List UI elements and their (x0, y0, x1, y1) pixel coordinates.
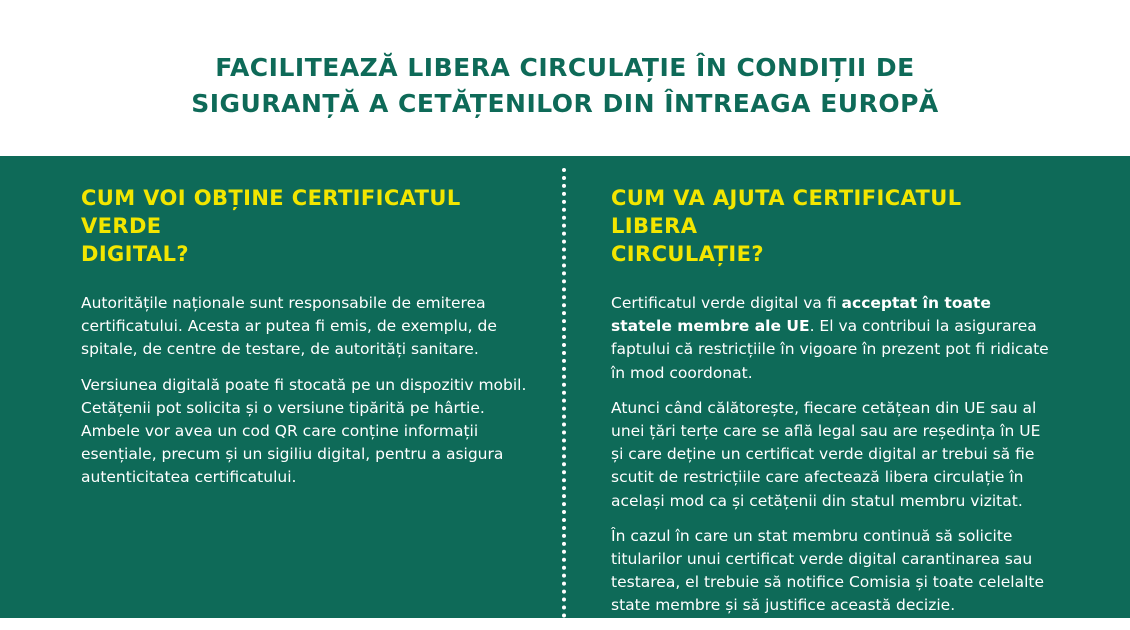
content-panel (0, 156, 1130, 618)
right-paragraph-1 (611, 292, 1051, 385)
header (0, 0, 1130, 156)
right-column (611, 184, 1051, 630)
page-title-line-1: FACILITEAZĂ LIBERA CIRCULAȚIE ÎN CONDIȚII DE (215, 53, 915, 82)
left-paragraph-1: Autoritățile naționale sunt responsabile de emiterea certificatului. Acesta ar putea fi emis, de exemplu, de spitale, de centre de testare, de autorități sanitare. (81, 294, 497, 359)
right-heading-line-2: CIRCULAȚIE? (611, 242, 764, 266)
page-title (0, 50, 1130, 122)
left-heading (81, 184, 541, 268)
right-paragraph-1-start: Certificatul verde digital va fi (611, 294, 842, 312)
right-paragraph-3: În cazul în care un stat membru continuă să solicite titularilor unui certificat verde digital carantinarea sau testarea, el trebuie să notifice Comisia și toate celelalte state membre și să justifice această decizie. (611, 526, 1045, 615)
right-paragraph-1-emphasis: acceptat în toate statele membre ale UE (611, 294, 991, 336)
right-heading (611, 184, 1051, 268)
dotted-divider (562, 168, 566, 618)
left-heading-line-1: CUM VOI OBȚINE CERTIFICATUL VERDE (81, 186, 461, 238)
right-heading-line-1: CUM VA AJUTA CERTIFICATUL LIBERA (611, 186, 962, 238)
left-column (81, 184, 541, 502)
left-heading-line-2: DIGITAL? (81, 242, 190, 266)
right-paragraph-2: Atunci când călătorește, fiecare cetățean din UE sau al unei țări terțe care se află legal sau are reședința în UE și care deține un certificat verde digital ar trebui să fie scutit de restricțiile care afectează libera circulație în același mod ca și cetățenii din statul membru vizitat. (611, 398, 1041, 510)
right-paragraph-1-end: . El va contribui la asigurarea faptului că restricțiile în vigoare în prezent pot fi ridicate în mod coordonat. (611, 317, 1049, 382)
left-paragraph-2: Versiunea digitală poate fi stocată pe un dispozitiv mobil. Cetățenii pot solicita și o versiune tipărită pe hârtie. Ambele vor avea un cod QR care conține informații esențiale, precum și un sigiliu digital, pentru a asigura autenticitatea certificatului. (81, 375, 527, 487)
page-title-line-2: SIGURANȚĂ A CETĂȚENILOR DIN ÎNTREAGA EUROPĂ (191, 89, 939, 118)
